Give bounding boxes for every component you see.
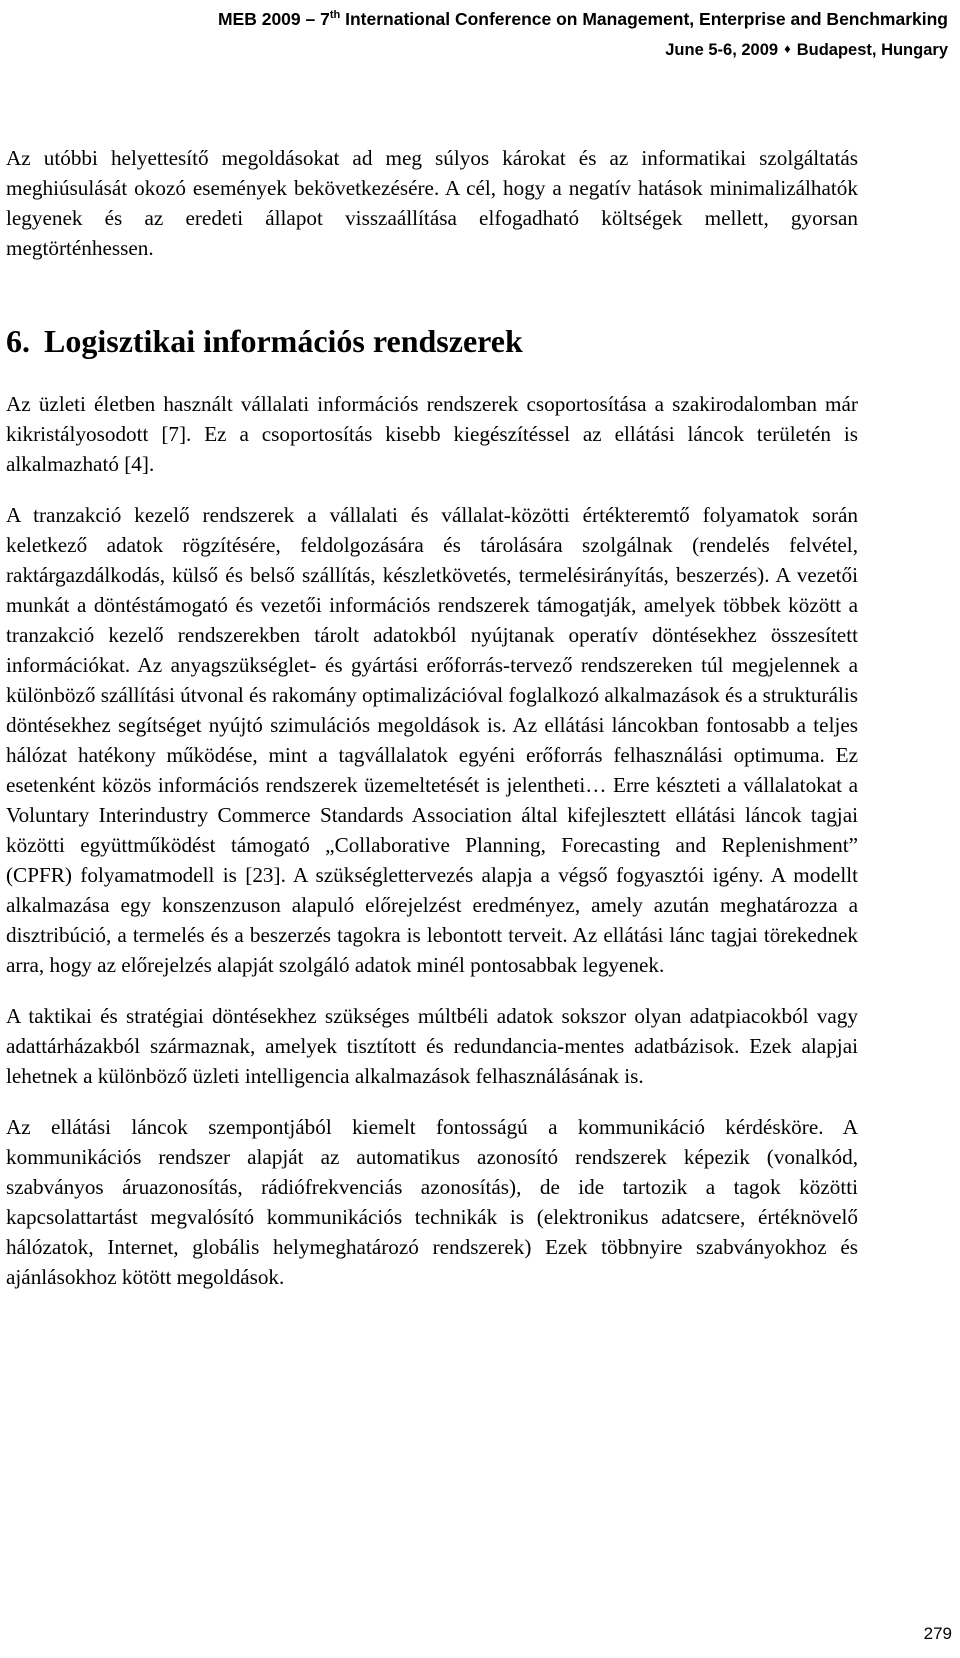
section-number: 6. [6,323,30,359]
page-number: 279 [923,1624,952,1643]
page-header [218,4,948,67]
paragraph-intro: Az utóbbi helyettesítő megoldásokat ad meg súlyos károkat és az informatikai szolgáltatás meghiúsulását okozó események bekövetkezésére. A cél, hogy a negatív hatások minimalizálhatók legyenek és az eredeti állapot visszaállítása elfogadható költségek mellett, gyorsan megtörténhessen. [6,146,858,260]
conference-date: June 5-6, 2009 [665,41,779,59]
conference-location: Budapest, Hungary [796,41,948,59]
conference-title [218,4,948,34]
paragraph-transaction-systems: A tranzakció kezelő rendszerek a vállalati és vállalat-közötti értékteremtő folyamatok során keletkező adatok rögzítésére, feldolgozására és tárolására szolgálnak (rendelés felvétel, raktárgazdálkodás, külső és belső szállítás, készletkövetés, termelésirányítás, beszerzés). A vezetői munkát a döntéstámogató és vezetői információs rendszerek támogatják, amelyek többek között a tranzakció kezelő rendszerekben tárolt adatokból nyújtanak operatív döntésekhez összesített információkat. Az anyagszükséglet- és gyártási erőforrás-tervező rendszereken túl megjelennek a különböző szállítási útvonal és rakomány optimalizációval foglalkozó alkalmazások és a strukturális döntésekhez segítséget nyújtó szimulációs megoldások is. Az ellátási láncokban fontosabb a teljes hálózat hatékony működése, mint a tagvállalatok egyéni erőforrás felhasználási optimuma. Ez esetenként közös információs rendszerek üzemeltetését is jelentheti… Erre készteti a vállalatokat a Voluntary Interindustry Commerce Standards Association által kifejlesztett ellátási láncok tagjai közötti együttműködést támogató „Collaborative Planning, Forecasting and Replenishment” (CPFR) folyamatmodell is [23]. A szükséglettervezés alapja a végső fogyasztói igény. A modellt alkalmazása egy konszenzuson alapuló előrejelzést eredményez, amely azután meghatározza a disztribúció, a termelés és a beszerzés tagokra is lebontott terveit. Az ellátási lánc tagjai törekednek arra, hogy az előrejelzés alapját szolgáló adatok minél pontosabbak legyenek. [6,503,858,977]
document-body [6,143,858,1313]
section-title: Logisztikai információs rendszerek [44,323,523,359]
conference-date-location [218,34,948,67]
ordinal-suffix: th [329,9,341,21]
paragraph-decision-data: A taktikai és stratégiai döntésekhez szükséges múltbéli adatok sokszor olyan adatpiacokból vagy adattárházakból származnak, amelyek tisztított és redundancia-mentes adatbázisok. Ezek alapjai lehetnek a különböző üzleti intelligencia alkalmazások felhasználásának is. [6,1004,858,1088]
conference-name-suffix: International Conference on Management, Enterprise and Benchmarking [340,9,948,29]
section-heading [6,321,858,361]
paragraph-communication: Az ellátási láncok szempontjából kiemelt fontosságú a kommunikáció kérdésköre. A kommunikációs rendszer alapját az automatikus azonosító rendszerek képezik (vonalkód, szabványos áruazonosítás, rádiófrekvenciás azonosítás), de ide tartozik a tagok közötti kapcsolattartást megvalósító kommunikációs technikák is (elektronikus adatcsere, értéknövelő hálózatok, Internet, globális helymeghatározó rendszerek) Ezek többnyire szabványokhoz és ajánlásokhoz kötött megoldások. [6,1115,858,1289]
diamond-bullet-icon: ♦ [784,41,791,56]
conference-name-prefix: MEB 2009 – 7 [217,9,330,29]
paragraph-classification: Az üzleti életben használt vállalati információs rendszerek csoportosítása a szakirodalomban már kikristályosodott [7]. Ez a csoportosítás kisebb kiegészítéssel az ellátási láncok területén is alkalmazható [4]. [6,392,858,476]
